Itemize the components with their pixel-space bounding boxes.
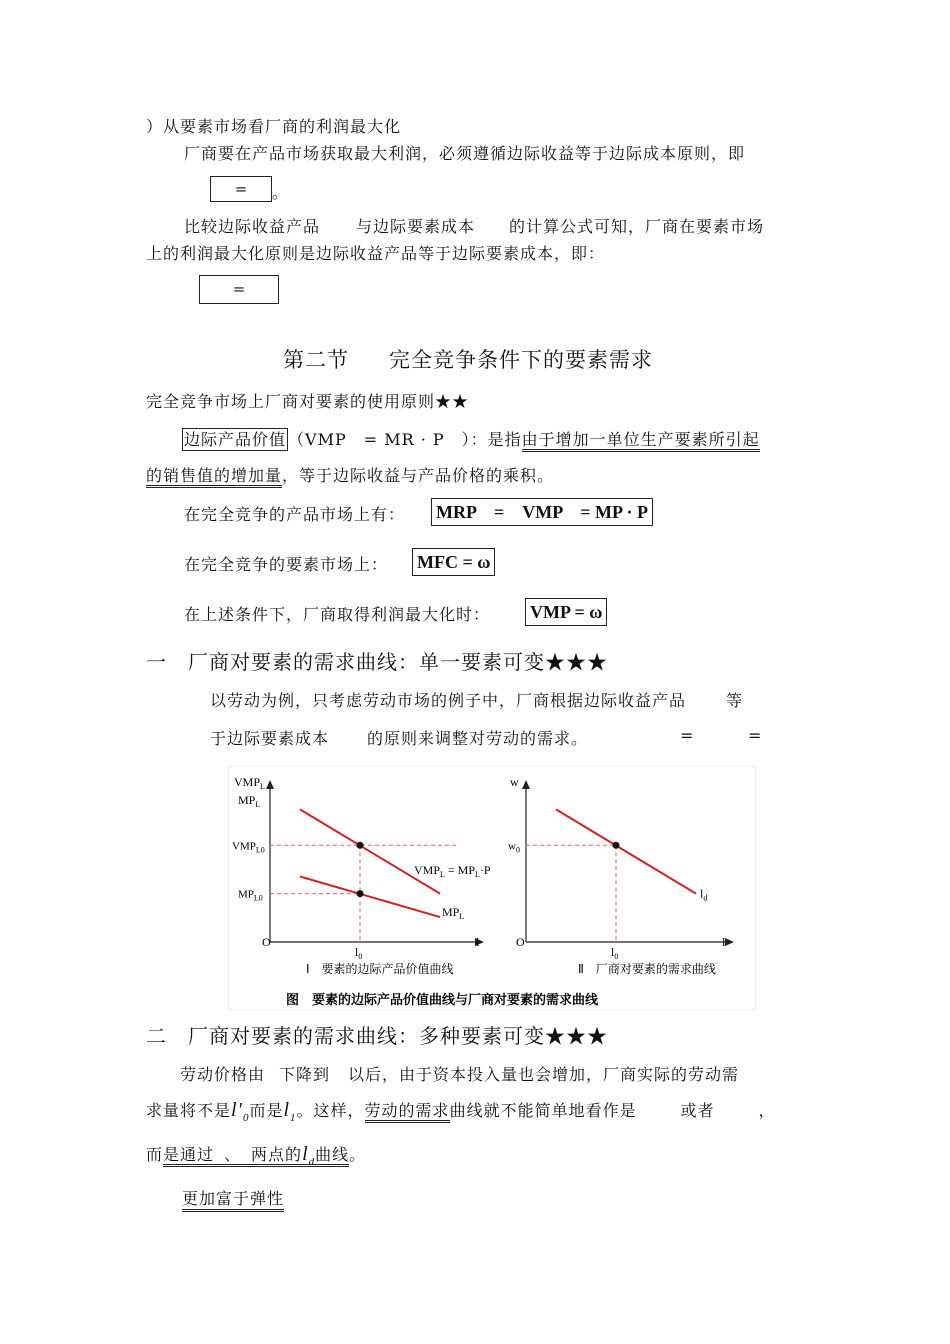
part1-heading: 一 厂商对要素的需求曲线：单一要素可变★★★	[146, 650, 608, 674]
underlined-elastic: 更加富于弹性	[182, 1186, 284, 1212]
text-line	[146, 1098, 776, 1122]
mp-l0-label: $MP_{L0}$	[238, 888, 263, 903]
formula-box: MRP = VMP = MP · P	[431, 498, 653, 526]
vmp-curve-label: $VMP_L = MP_L\cdot P$	[414, 863, 491, 879]
mp-curve-label: $MP_L$	[442, 905, 465, 921]
ld-curve-label: $l_d$	[700, 886, 708, 903]
text-fragment: 求量将不是	[146, 1101, 232, 1120]
text-line: 厂商要在产品市场获取最大利润，必须遵循边际收益等于边际成本原则，即	[184, 144, 746, 163]
text-line	[182, 427, 760, 450]
point-equilibrium	[613, 842, 620, 849]
text-fragment: 等	[726, 691, 744, 710]
text-fragment: 的计算公式可知，厂商在要素市场	[509, 217, 765, 236]
section-title	[283, 344, 653, 374]
term-box: 边际产品价值	[184, 430, 287, 449]
text-equals: =	[680, 726, 695, 745]
underlined-text: 是通过 、 两点的$l_d$曲线	[163, 1143, 350, 1168]
text-line	[184, 214, 764, 237]
part2-heading: 二 厂商对要素的需求曲线：多种要素可变★★★	[146, 1024, 608, 1048]
principle-heading: 完全竞争市场上厂商对要素的使用原则★★	[146, 392, 470, 411]
text-fragment: 劳动价格由	[180, 1065, 266, 1084]
origin-label: O	[262, 935, 271, 949]
figure-caption: 图 要素的边际产品价值曲线与厂商对要素的需求曲线	[286, 992, 599, 1007]
underlined-definition: 由于增加一单位生产要素所引起	[522, 430, 760, 452]
y-label-mp: $MP_L$	[238, 793, 261, 809]
underlined-definition: 的销售值的增加量	[146, 466, 282, 488]
point-mp	[357, 890, 364, 897]
text-line	[146, 1142, 366, 1166]
text-fragment: 以后，由于资本投入量也会增加，厂商实际的劳动需	[348, 1065, 740, 1084]
text-fragment: 。这样，	[296, 1101, 365, 1120]
vmp-l0-label: $VMP_{L0}$	[232, 840, 265, 855]
formula-box: MFC = ω	[412, 548, 495, 576]
text-period: 。	[272, 183, 290, 202]
text-equals: =	[748, 726, 763, 745]
w0-label: $w_0$	[508, 840, 520, 855]
formula-box: =	[199, 275, 279, 304]
symbol-ld: $l_d$	[302, 1143, 316, 1168]
section-name: 完全竞争条件下的要素需求	[389, 348, 653, 372]
origin-label: O	[516, 935, 525, 949]
text-line: 在上述条件下，厂商取得利润最大化时：	[184, 605, 491, 624]
text-fragment: 以劳动为例，只考虑劳动市场的例子中，厂商根据边际收益产品	[210, 691, 687, 710]
text-fragment: 比较边际收益产品	[184, 217, 321, 236]
text-line: 在完全竞争的要素市场上：	[184, 555, 389, 574]
text-fragment: 或者	[680, 1101, 715, 1120]
left-panel-label: Ⅰ 要素的边际产品价值曲线	[306, 962, 454, 976]
text-line	[210, 726, 588, 749]
x-label: l	[722, 935, 726, 949]
y-label-vmp: $VMP_L$	[234, 775, 265, 791]
text-line	[180, 1062, 739, 1085]
text-line	[146, 463, 554, 486]
text-fragment: 于边际要素成本	[210, 729, 330, 748]
formula-box: =	[210, 176, 272, 202]
x-label: l	[476, 935, 480, 949]
text-fragment: 。	[349, 1145, 367, 1164]
text-line: 上的利润最大化原则是边际收益产品等于边际要素成本，即：	[146, 244, 606, 263]
formula-box: VMP = ω	[525, 598, 607, 626]
figure-vmp-demand	[228, 766, 756, 1010]
text-fragment: （VMP = MR · P ）：是指	[288, 430, 522, 449]
text-line: 在完全竞争的产品市场上有：	[184, 505, 406, 524]
x0-label: $l_0$	[611, 945, 619, 961]
text-fragment: 下降到	[279, 1065, 331, 1084]
subheading-profit-max: ）从要素市场看厂商的利润最大化	[146, 117, 402, 136]
y-label-w: w	[510, 775, 519, 789]
underlined-text: 劳动的需求	[365, 1101, 450, 1123]
symbol-l0-prime: $l'_0$	[231, 1099, 250, 1124]
text-fragment: 与边际要素成本	[356, 217, 476, 236]
text-fragment: ，	[758, 1101, 776, 1120]
x0-label: $l_0$	[355, 945, 363, 961]
point-vmp	[357, 842, 364, 849]
text-fragment: 而	[146, 1145, 164, 1164]
section-number: 第二节	[283, 348, 349, 372]
text-fragment: 而是	[249, 1101, 284, 1120]
text-line	[210, 688, 743, 711]
symbol-l1: $l_1$	[283, 1099, 297, 1124]
text-fragment: ，等于边际收益与产品价格的乘积。	[282, 466, 555, 485]
text-fragment: 的原则来调整对劳动的需求。	[367, 729, 589, 748]
text-fragment: 曲线就不能简单地看作是	[449, 1101, 637, 1120]
right-panel-label: Ⅱ 厂商对要素的需求曲线	[578, 962, 716, 976]
